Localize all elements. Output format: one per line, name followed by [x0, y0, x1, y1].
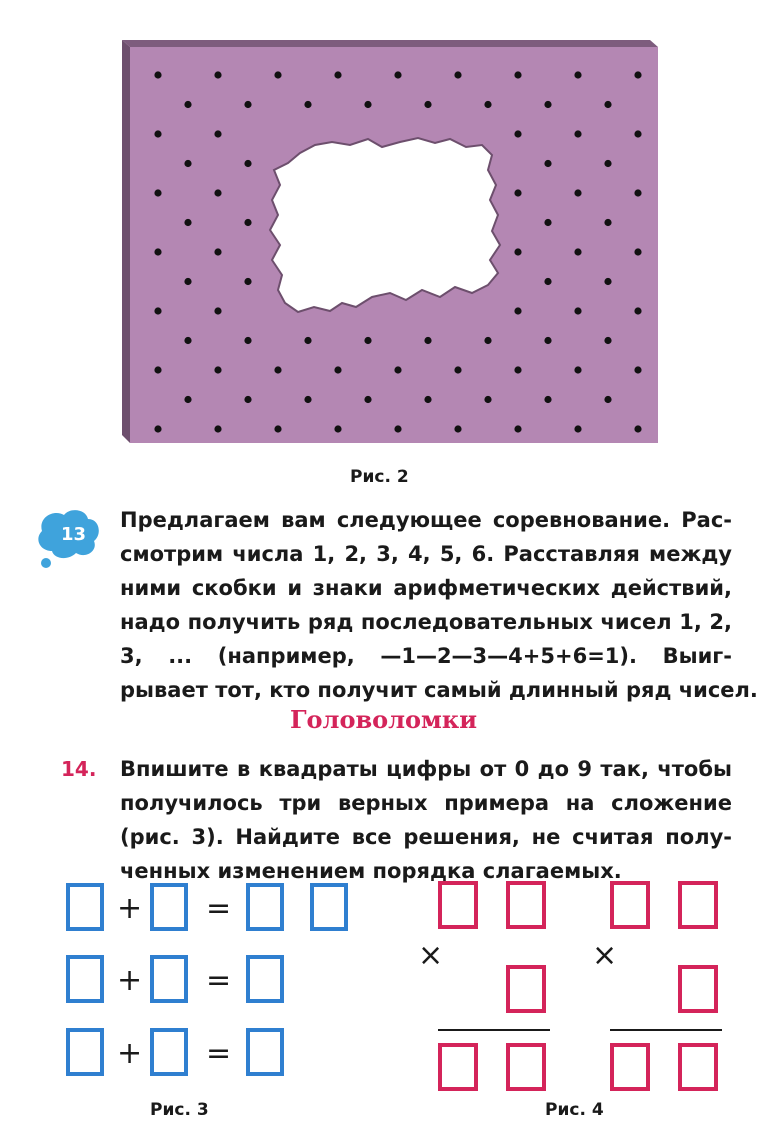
peg-dot	[244, 278, 251, 285]
peg-dot	[514, 425, 521, 432]
answer-box	[248, 885, 282, 929]
peg-dot	[184, 101, 191, 108]
plus-sign: +	[117, 1036, 143, 1071]
task-14-line: Впишите в квадраты цифры от 0 до 9 так, чтобы	[120, 757, 732, 781]
peg-dot	[634, 189, 641, 196]
peg-dot	[574, 307, 581, 314]
task-13-line: надо получить ряд последовательных чисел 1, 2,	[120, 610, 732, 634]
peg-dot	[544, 101, 551, 108]
task-13-text	[120, 503, 758, 707]
answer-box	[612, 1045, 648, 1089]
peg-dot	[244, 101, 251, 108]
task-13-line: смотрим числа 1, 2, 3, 4, 5, 6. Расставляя между	[120, 542, 732, 566]
answer-box	[312, 885, 346, 929]
peg-dot	[154, 71, 161, 78]
peg-dot	[184, 396, 191, 403]
answer-box	[440, 883, 476, 927]
peg-dot	[244, 219, 251, 226]
peg-dot	[274, 366, 281, 373]
peg-dot	[604, 219, 611, 226]
equals-sign: =	[206, 1036, 232, 1071]
task-14-line: получилось три верных примера на сложение	[120, 791, 732, 815]
task-14-line: ченных изменением порядка слагаемых.	[120, 859, 622, 883]
peg-dot	[184, 160, 191, 167]
peg-dot	[244, 396, 251, 403]
peg-dot	[514, 189, 521, 196]
peg-dot	[334, 71, 341, 78]
peg-dot	[154, 189, 161, 196]
equals-sign: =	[206, 891, 232, 926]
peg-dot	[544, 219, 551, 226]
plus-sign: +	[117, 891, 143, 926]
peg-dot	[634, 425, 641, 432]
peg-dot	[394, 425, 401, 432]
times-sign: ×	[418, 938, 444, 973]
task-13-number: 13	[61, 524, 87, 545]
answer-box	[152, 957, 186, 1001]
answer-box	[152, 885, 186, 929]
peg-dot	[154, 366, 161, 373]
peg-dot	[304, 101, 311, 108]
peg-dot	[454, 71, 461, 78]
peg-dot	[544, 396, 551, 403]
figure-4-multiplication-puzzle	[412, 875, 742, 1100]
peg-dot	[544, 278, 551, 285]
peg-dot	[634, 307, 641, 314]
peg-dot	[634, 130, 641, 137]
answer-box	[68, 885, 102, 929]
peg-dot	[274, 425, 281, 432]
peg-dot	[604, 337, 611, 344]
answer-box	[248, 1030, 282, 1074]
peg-dot	[574, 71, 581, 78]
peg-dot	[514, 71, 521, 78]
answer-box	[248, 957, 282, 1001]
torn-hole	[270, 138, 500, 312]
answer-box	[440, 1045, 476, 1089]
peg-dot	[424, 337, 431, 344]
peg-dot	[634, 248, 641, 255]
peg-dot	[334, 425, 341, 432]
peg-dot	[514, 366, 521, 373]
peg-dot	[424, 101, 431, 108]
peg-dot	[514, 248, 521, 255]
plus-sign: +	[117, 963, 143, 998]
task-13-line: Предлагаем вам следующее соревнование. Рас-	[120, 508, 732, 532]
answer-box	[680, 967, 716, 1011]
peg-dot	[184, 337, 191, 344]
figure-4-caption: Рис. 4	[545, 1100, 604, 1120]
peg-dot	[334, 366, 341, 373]
peg-dot	[364, 101, 371, 108]
equals-sign: =	[206, 963, 232, 998]
peg-dot	[214, 366, 221, 373]
peg-dot	[214, 307, 221, 314]
figure-2-caption: Рис. 2	[350, 467, 409, 487]
peg-dot	[244, 337, 251, 344]
figure-3-caption: Рис. 3	[150, 1100, 209, 1120]
peg-dot	[604, 278, 611, 285]
peg-dot	[304, 396, 311, 403]
peg-dot	[274, 71, 281, 78]
peg-dot	[244, 160, 251, 167]
task-14-number: 14.	[61, 757, 97, 781]
peg-dot	[184, 278, 191, 285]
task-14-text	[120, 752, 732, 888]
peg-dot	[574, 248, 581, 255]
peg-dot	[484, 396, 491, 403]
peg-dot	[364, 396, 371, 403]
figure-3-addition-puzzle	[60, 880, 380, 1090]
answer-box	[68, 957, 102, 1001]
peg-dot	[154, 248, 161, 255]
peg-dot	[214, 189, 221, 196]
peg-dot	[424, 396, 431, 403]
pegboard-figure	[110, 35, 665, 445]
peg-dot	[214, 425, 221, 432]
task-14-line: (рис. 3). Найдите все решения, не считая полу-	[120, 825, 732, 849]
peg-dot	[574, 366, 581, 373]
peg-dot	[604, 160, 611, 167]
peg-dot	[184, 219, 191, 226]
task-13-line: ними скобки и знаки арифметических действий,	[120, 576, 732, 600]
peg-dot	[604, 396, 611, 403]
peg-dot	[484, 101, 491, 108]
board-top-edge	[122, 40, 658, 47]
peg-dot	[544, 160, 551, 167]
peg-dot	[574, 425, 581, 432]
task-13-line: 3, ... (например, —1—2—3—4+5+6=1). Выиг-	[120, 644, 732, 668]
peg-dot	[214, 71, 221, 78]
section-title: Головоломки	[289, 705, 478, 734]
peg-dot	[394, 366, 401, 373]
answer-box	[152, 1030, 186, 1074]
peg-dot	[634, 71, 641, 78]
task-13-line: рывает тот, кто получит самый длинный ряд чисел.	[120, 678, 758, 702]
peg-dot	[604, 101, 611, 108]
answer-box	[508, 883, 544, 927]
answer-box	[680, 1045, 716, 1089]
peg-dot	[544, 337, 551, 344]
peg-dot	[154, 307, 161, 314]
peg-dot	[454, 366, 461, 373]
peg-dot	[574, 130, 581, 137]
peg-dot	[514, 130, 521, 137]
peg-dot	[304, 337, 311, 344]
peg-dot	[634, 366, 641, 373]
peg-dot	[154, 130, 161, 137]
task-13-badge	[28, 503, 114, 573]
answer-box	[508, 1045, 544, 1089]
peg-dot	[214, 130, 221, 137]
peg-dot	[214, 248, 221, 255]
peg-dot	[154, 425, 161, 432]
peg-dot	[514, 307, 521, 314]
answer-box	[68, 1030, 102, 1074]
answer-box	[612, 883, 648, 927]
answer-box	[680, 883, 716, 927]
peg-dot	[574, 189, 581, 196]
peg-dot	[364, 337, 371, 344]
times-sign: ×	[592, 938, 618, 973]
peg-dot	[394, 71, 401, 78]
peg-dot	[484, 337, 491, 344]
peg-dot	[454, 425, 461, 432]
answer-box	[508, 967, 544, 1011]
board-left-edge	[122, 40, 130, 443]
